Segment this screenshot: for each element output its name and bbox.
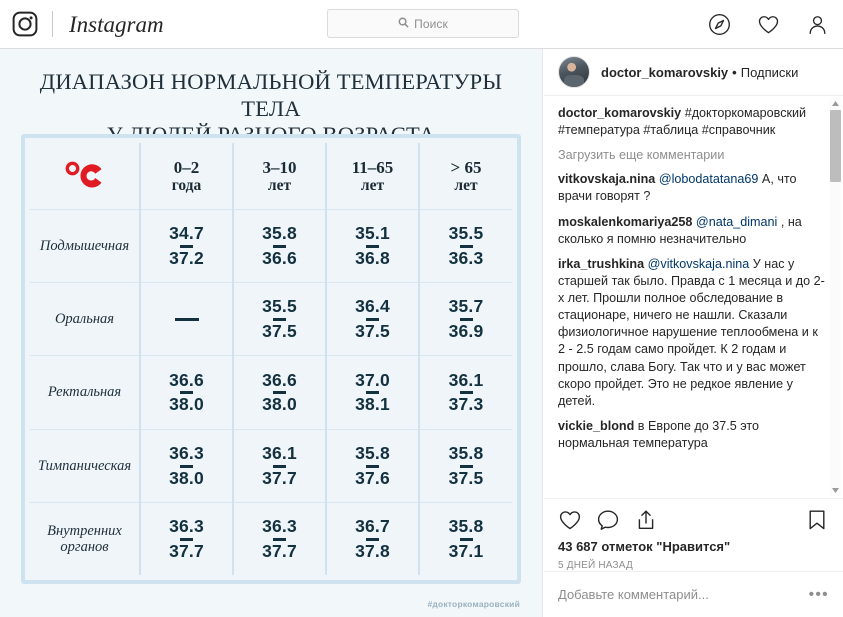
temperature-table-frame xyxy=(21,134,521,584)
cell-min: 36.3 xyxy=(169,516,204,537)
age-header-11-65 xyxy=(326,143,419,209)
cell-max: 38.0 xyxy=(262,394,297,415)
row-label xyxy=(30,502,140,575)
cell-min: 37.0 xyxy=(355,369,390,390)
bookmark-icon[interactable] xyxy=(805,508,829,537)
comment-text: А, что врачи говорят ? xyxy=(558,172,797,204)
cell-min: 35.5 xyxy=(448,223,484,244)
cell-max: 37.7 xyxy=(169,540,204,561)
no-data-dash xyxy=(175,318,199,321)
table-cell xyxy=(326,502,419,575)
instagram-wordmark[interactable] xyxy=(67,11,171,37)
table-cell xyxy=(419,429,512,502)
comment-item xyxy=(558,214,827,248)
table-cell xyxy=(326,429,419,502)
age-header-over-65-bottom: лет xyxy=(454,176,478,194)
comment-username[interactable]: irka_trushkina xyxy=(558,256,645,271)
cell-max: 37.1 xyxy=(448,540,484,561)
comment-item xyxy=(558,171,827,205)
row-label-line-1: Внутренних xyxy=(47,522,122,539)
post-sidebar xyxy=(544,49,843,617)
comments-list[interactable] xyxy=(544,96,843,498)
search-placeholder: Поиск xyxy=(414,16,448,31)
comment-item xyxy=(558,256,827,410)
search-icon xyxy=(398,15,409,33)
comment-username[interactable]: moskalenkomariya258 xyxy=(558,214,693,229)
post-author-header xyxy=(544,49,843,96)
cell-min: 36.6 xyxy=(262,369,297,390)
table-cell xyxy=(140,429,233,502)
table-cell xyxy=(233,429,326,502)
action-icon-row xyxy=(558,506,829,538)
cell-min: 35.5 xyxy=(262,296,297,317)
cell-max: 37.2 xyxy=(169,247,204,268)
cell-min: 35.1 xyxy=(355,223,390,244)
post-image[interactable] xyxy=(0,49,543,617)
comment-text: У нас у старшей так было. Правда с 1 месяца и до 2-х лет. Прошли полное обследование в стационаре, ничего не нашли. Сказали физиологичное нарушение теплообмена и к 2 - 2.5 годам само пройдет. К 2 годам и прошло, слава Богу. Так что и у вас может скоро пройдет. Это не редкое явление у детей. xyxy=(558,256,825,408)
cell-min: 36.3 xyxy=(262,516,297,537)
table-cell xyxy=(233,282,326,355)
add-comment-input[interactable]: Добавьте комментарий... xyxy=(558,587,709,602)
cell-min: 36.1 xyxy=(262,443,297,464)
ellipsis-icon[interactable]: ••• xyxy=(808,586,829,603)
search-input[interactable] xyxy=(327,9,519,38)
comment-item xyxy=(558,418,827,452)
table-cell xyxy=(419,502,512,575)
cell-max: 36.8 xyxy=(355,247,390,268)
instagram-camera-icon[interactable] xyxy=(12,11,38,37)
cell-min: 35.8 xyxy=(448,516,484,537)
poster-watermark: #докторкомаровский xyxy=(427,599,520,609)
comment-mention[interactable]: @nata_dimani xyxy=(695,214,778,229)
cell-min: 35.8 xyxy=(355,443,390,464)
cell-max: 37.7 xyxy=(262,467,297,488)
row-label: Тимпаническая xyxy=(30,429,140,502)
cell-max: 36.6 xyxy=(262,247,297,268)
cell-min: 35.8 xyxy=(262,223,297,244)
cell-min: 36.3 xyxy=(169,443,204,464)
cell-max: 37.7 xyxy=(262,540,297,561)
unit-header-cell xyxy=(30,143,140,209)
age-header-over-65 xyxy=(419,143,512,209)
post-actions xyxy=(544,498,843,571)
cell-min: 34.7 xyxy=(169,223,204,244)
caption-username[interactable]: doctor_komarovskiy xyxy=(558,106,682,120)
age-header-11-65-top: 11–65 xyxy=(351,157,394,177)
person-icon[interactable] xyxy=(806,13,829,36)
comment-bubble-icon[interactable] xyxy=(596,508,620,537)
poster-title-line-1: ДИАПАЗОН НОРМАЛЬНОЙ ТЕМПЕРАТУРЫ ТЕЛА xyxy=(39,69,503,121)
age-header-3-10 xyxy=(233,143,326,209)
scroll-down-arrow[interactable] xyxy=(830,485,841,496)
table-cell xyxy=(326,282,419,355)
cell-max: 37.8 xyxy=(355,540,390,561)
table-cell xyxy=(140,502,233,575)
table-cell xyxy=(233,502,326,575)
avatar[interactable] xyxy=(558,56,590,88)
table-cell xyxy=(140,209,233,282)
table-cell xyxy=(419,356,512,429)
compass-icon[interactable] xyxy=(708,13,731,36)
cell-min: 35.7 xyxy=(448,296,484,317)
cell-max: 37.5 xyxy=(262,321,297,342)
add-comment-bar[interactable] xyxy=(544,571,843,617)
table-row xyxy=(30,282,512,355)
cell-min: 36.4 xyxy=(355,296,390,317)
age-header-3-10-top: 3–10 xyxy=(262,157,297,177)
cell-max: 37.5 xyxy=(355,321,390,342)
row-label: Подмышечная xyxy=(30,209,140,282)
cell-max: 38.1 xyxy=(355,394,390,415)
load-more-comments-button[interactable]: Загрузить еще комментарии xyxy=(558,148,725,163)
nav-divider xyxy=(52,11,53,37)
table-row xyxy=(30,429,512,502)
age-header-0-2-top: 0–2 xyxy=(173,157,200,177)
row-label-line-2: органов xyxy=(60,538,109,555)
comment-text: в Европе до 37.5 это нормальная температура xyxy=(558,418,760,450)
like-heart-icon[interactable] xyxy=(558,508,582,537)
celsius-icon xyxy=(30,159,139,193)
top-navigation-bar xyxy=(0,0,843,49)
comment-username[interactable]: vickie_blond xyxy=(558,418,635,433)
cell-min: 36.6 xyxy=(169,369,204,390)
cell-max: 36.9 xyxy=(448,321,484,342)
author-username[interactable]: doctor_komarovskiy xyxy=(601,64,729,80)
table-cell xyxy=(233,209,326,282)
cell-min: 35.8 xyxy=(448,443,484,464)
cell-max: 37.6 xyxy=(355,467,390,488)
table-row xyxy=(30,209,512,282)
scrollbar-thumb[interactable] xyxy=(830,110,841,182)
temperature-table xyxy=(30,143,512,575)
comment-username[interactable]: vitkovskaja.nina xyxy=(558,172,656,187)
age-header-3-10-bottom: лет xyxy=(267,176,292,194)
cell-max: 37.3 xyxy=(448,394,484,415)
table-cell xyxy=(419,282,512,355)
comment-text: , на сколько я помню незначительно xyxy=(558,214,802,246)
age-header-11-65-bottom: лет xyxy=(360,176,385,194)
cell-min: 36.1 xyxy=(448,369,484,390)
comments-scrollbar[interactable] xyxy=(830,98,841,496)
table-cell xyxy=(326,356,419,429)
heart-icon[interactable] xyxy=(757,13,780,36)
svg-text:Instagram: Instagram xyxy=(69,12,164,37)
post-caption xyxy=(558,105,827,139)
table-cell xyxy=(326,209,419,282)
age-header-0-2 xyxy=(140,143,233,209)
table-header-row xyxy=(30,143,512,209)
cell-max: 38.0 xyxy=(169,467,204,488)
cell-max: 38.0 xyxy=(169,394,204,415)
table-cell xyxy=(140,356,233,429)
comment-mention[interactable]: @vitkovskaja.nina xyxy=(647,256,750,271)
table-row xyxy=(30,502,512,575)
table-row xyxy=(30,356,512,429)
row-label: Оральная xyxy=(30,282,140,355)
share-icon[interactable] xyxy=(634,508,658,537)
caption-text: #докторкомаровский #температура #таблица #справочник xyxy=(558,106,807,138)
cell-max: 37.5 xyxy=(448,467,484,488)
separator-dot: • xyxy=(732,64,737,80)
age-header-0-2-bottom: года xyxy=(171,176,202,194)
table-cell xyxy=(419,209,512,282)
comment-mention[interactable]: @lobodatatana69 xyxy=(658,172,759,187)
table-cell-empty xyxy=(140,282,233,355)
cell-max: 36.3 xyxy=(448,247,484,268)
scroll-up-arrow[interactable] xyxy=(830,98,841,109)
age-header-over-65-top: > 65 xyxy=(450,157,482,177)
nav-logo-group[interactable] xyxy=(0,11,171,37)
cell-min: 36.7 xyxy=(355,516,390,537)
row-label: Ректальная xyxy=(30,356,140,429)
like-count[interactable]: 43 687 отметок "Нравится" xyxy=(558,539,731,554)
table-cell xyxy=(233,356,326,429)
post-timestamp: 5 ДНЕЙ НАЗАД xyxy=(558,560,633,571)
nav-icon-group xyxy=(708,0,829,49)
follow-status[interactable]: Подписки xyxy=(740,64,799,80)
